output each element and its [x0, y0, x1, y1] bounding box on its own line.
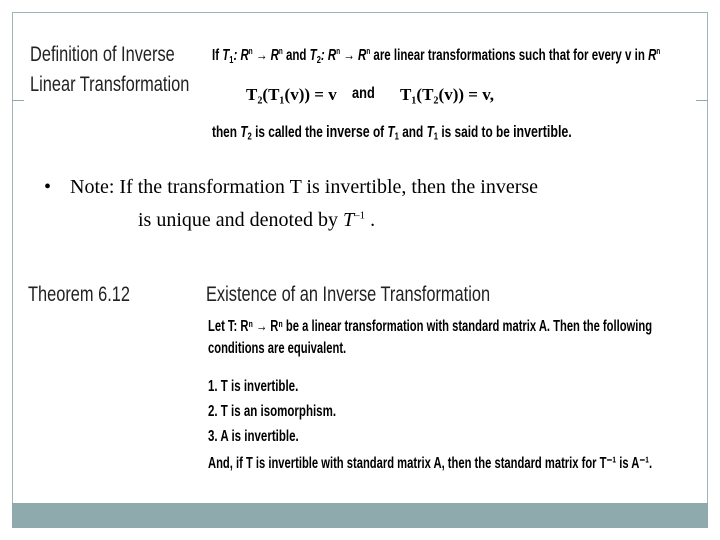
definition-then: then — [212, 124, 241, 141]
note-line2-end: . — [365, 209, 376, 231]
definition-rn-sup: n — [656, 46, 661, 56]
theorem-intro-line1: Let T: Rⁿ → Rⁿ be a linear transformation with standard matrix A. Then the following — [208, 318, 653, 335]
theorem-intro — [208, 318, 720, 358]
definition-equation-and — [352, 85, 380, 103]
theorem-condition-2: 2. T is an isomorphism. — [208, 403, 337, 420]
definition-line1 — [212, 46, 720, 66]
definition-equation-2: T₁(T₂(v)) = v, — [400, 85, 495, 104]
theorem-closing-text: And, if T is invertible with standard matrix A, then the standard matrix for T⁻¹ is A⁻¹. — [208, 455, 653, 472]
definition-arrow2: → R — [340, 47, 367, 65]
definition-rn: R — [648, 47, 657, 65]
definition-equation-1: T₂(T₁(v)) = v — [246, 85, 337, 104]
definition-line3-t2: T — [240, 124, 248, 141]
definition-t1-sub: 1 — [229, 54, 234, 66]
definition-heading — [30, 42, 234, 97]
definition-heading-line2: Linear Transformation — [30, 73, 190, 96]
definition-heading-line1: Definition of Inverse — [30, 43, 175, 66]
title-rule-right — [694, 100, 708, 101]
note-line1: Note: If the transformation T is invertible, then the inverse — [70, 176, 539, 198]
definition-map1-sup: n — [248, 46, 253, 56]
note-bullet: • — [44, 176, 52, 198]
definition-v: v — [625, 47, 632, 65]
definition-inverse-term: inverse — [326, 122, 370, 141]
definition-said: is said to be — [438, 124, 514, 141]
definition-called: is called the — [251, 124, 327, 141]
definition-map2: : R — [320, 47, 337, 65]
definition-in: in — [631, 47, 649, 65]
definition-line3-t1: T — [387, 124, 395, 141]
note-line2 — [138, 209, 375, 232]
definition-line3-and: and — [398, 124, 427, 141]
theorem-label — [28, 282, 159, 307]
definition-and: and — [282, 47, 310, 65]
definition-box — [24, 30, 696, 156]
definition-t1: T — [222, 47, 230, 65]
definition-line3-t1-sub: 1 — [394, 131, 399, 143]
definition-arrow2-sup: n — [366, 46, 371, 56]
note-inverse-t: T — [342, 209, 355, 231]
definition-map2-sup: n — [336, 46, 341, 56]
definition-line3-t1b-sub: 1 — [433, 131, 439, 143]
definition-line3-t2-sub: 2 — [247, 131, 252, 143]
theorem-intro-line2: conditions are equivalent. — [208, 340, 347, 357]
theorem-conditions-list — [208, 374, 386, 449]
note-inverse-sup: –1 — [354, 209, 366, 222]
theorem-title-text: Existence of an Inverse Transformation — [206, 283, 491, 306]
theorem-condition-3: 3. A is invertible. — [208, 428, 299, 445]
definition-if-text: If — [212, 47, 223, 65]
definition-line3 — [212, 122, 698, 143]
theorem-box — [24, 270, 696, 490]
definition-arrow1: → R — [252, 47, 279, 65]
definition-invertible-term: invertible. — [513, 122, 572, 141]
theorem-condition-1: 1. T is invertible. — [208, 378, 299, 395]
definition-rest: are linear transformations such that for every — [370, 47, 626, 65]
definition-of: of — [369, 124, 388, 141]
definition-map1: : R — [233, 47, 249, 65]
definition-eq-and-text: and — [352, 85, 375, 102]
theorem-closing — [208, 453, 720, 473]
definition-t2-sub: 2 — [316, 54, 321, 66]
definition-arrow1-sup: n — [278, 46, 283, 56]
note-line2-text: is unique and denoted by — [138, 209, 343, 231]
slide-footer-bar — [12, 503, 708, 528]
definition-line3-t1b: T — [426, 124, 434, 141]
theorem-title — [206, 282, 570, 307]
theorem-label-text: Theorem 6.12 — [28, 283, 130, 306]
definition-t2: T — [309, 47, 317, 65]
